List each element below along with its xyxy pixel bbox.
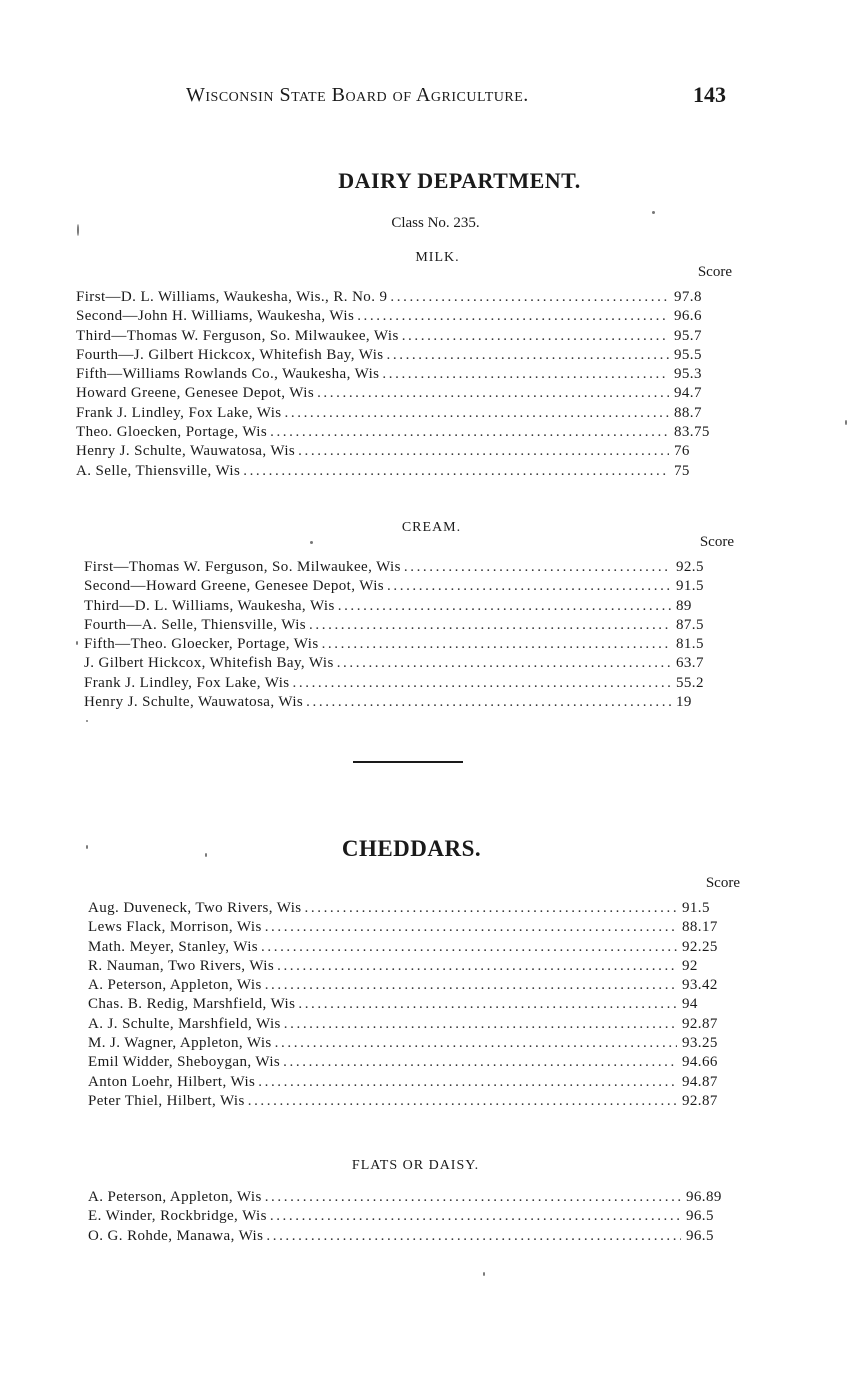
entrant-name: Peter Thiel, Hilbert, Wis [88,1092,245,1109]
list-item [88,1073,740,1092]
list-item [76,327,732,346]
list-item [76,346,732,365]
list-item [88,1227,744,1246]
entry-score: 96.5 [686,1227,714,1244]
dot-leader [298,995,677,1014]
list-item [88,976,740,995]
dot-leader [266,1227,681,1246]
paper-speck [845,420,847,425]
list-item [76,404,732,423]
entry-score: 96.5 [686,1208,714,1225]
entry-score: 55.2 [676,674,704,691]
dot-leader [357,307,669,326]
list-item [88,899,740,918]
entry-score: 92 [682,957,698,974]
dot-leader [265,918,677,937]
section-divider [353,761,463,763]
dot-leader [337,654,671,673]
dot-leader [317,384,669,403]
running-title: Wisconsin State Board of Agriculture. [186,84,529,106]
dot-leader [322,635,671,654]
dot-leader [293,674,671,693]
entrant-name: O. G. Rohde, Manawa, Wis [88,1227,264,1244]
list-item [76,365,732,384]
list-item [76,442,732,461]
dot-leader [309,616,671,635]
entrant-name: Chas. B. Redig, Marshfield, Wis [88,996,296,1013]
list-item [88,1188,744,1207]
entry-score: 95.3 [674,366,702,383]
entrant-name: Theo. Gloecken, Portage, Wis [76,424,268,441]
dot-leader [265,976,677,995]
entrant-name: A. Peterson, Appleton, Wis [88,1189,262,1205]
dot-leader [275,1034,677,1053]
list-item [84,558,734,577]
list-item [76,384,732,403]
entrant-name: Lews Flack, Morrison, Wis [88,919,262,936]
list-item [84,693,734,712]
entry-score: 96.6 [674,308,702,325]
entrant-name: Fifth—Williams Rowlands Co., Waukesha, Wis [76,366,380,383]
list-item [88,1092,740,1111]
milk-score-list [76,264,732,481]
entrant-name: Henry J. Schulte, Wauwatosa, Wis [84,694,304,711]
paper-speck [310,541,313,544]
entry-score: 92.5 [676,559,704,575]
cream-score-list [84,534,734,712]
dot-leader [265,1188,681,1207]
list-item [84,654,734,673]
entrant-name: Second—Howard Greene, Genesee Depot, Wis [84,578,385,595]
entry-score: 19 [676,694,692,711]
dot-leader [243,462,669,481]
entrant-name: Second—John H. Williams, Waukesha, Wis [76,308,355,325]
dot-leader [285,404,669,423]
list-item [88,957,740,976]
department-title: DAIRY DEPARTMENT. [338,168,581,193]
list-item [84,635,734,654]
list-item [76,423,732,442]
entrant-name: R. Nauman, Two Rivers, Wis [88,957,275,974]
milk-score-header: Score [697,264,732,280]
cream-score-header: Score [699,534,734,550]
entry-score: 92.87 [682,1015,718,1032]
paper-speck [77,224,79,236]
dot-leader [258,1073,677,1092]
entry-score: 94 [682,996,698,1013]
entry-score: 76 [674,443,690,460]
entry-score: 88.7 [674,404,702,421]
entry-score: 94.66 [682,1054,718,1071]
dot-leader [284,1015,677,1034]
paper-speck [86,720,88,722]
entry-score: 81.5 [676,636,704,653]
entry-score: 93.42 [682,977,718,994]
dot-leader [338,597,671,616]
entrant-name: Math. Meyer, Stanley, Wis [88,938,259,955]
paper-speck [205,853,207,857]
entry-score: 94.7 [674,385,702,402]
entry-score: 93.25 [682,1035,718,1052]
list-item [88,938,740,957]
entrant-name: Aug. Duveneck, Two Rivers, Wis [88,900,302,916]
dot-leader [390,288,669,307]
entrant-name: Frank J. Lindley, Fox Lake, Wis [84,674,290,691]
dot-leader [261,938,677,957]
dot-leader [402,327,669,346]
dot-leader [248,1092,677,1111]
list-item [84,597,734,616]
entrant-name: First—D. L. Williams, Waukesha, Wis., R. No. 9 [76,289,388,305]
entrant-name: Third—D. L. Williams, Waukesha, Wis [84,597,335,614]
dot-leader [298,442,669,461]
flats-or-daisy-heading: FLATS OR DAISY. [351,1158,480,1173]
entry-score: 91.5 [676,578,704,595]
list-item [88,918,740,937]
list-item [76,307,732,326]
dot-leader [283,1053,677,1072]
entry-score: 91.5 [682,900,710,916]
entry-score: 97.8 [674,289,702,305]
dot-leader [382,365,669,384]
running-head [186,84,726,112]
list-item [84,577,734,596]
dot-leader [404,558,671,577]
entry-score: 94.87 [682,1073,718,1090]
list-item [88,1207,744,1226]
entrant-name: M. J. Wagner, Appleton, Wis [88,1035,272,1052]
dot-leader [305,899,677,918]
cream-heading: CREAM. [401,520,462,535]
entrant-name: A. Selle, Thiensville, Wis [76,462,241,479]
list-item [88,1034,740,1053]
cheddars-heading: CHEDDARS. [341,836,482,861]
list-item [76,288,732,307]
entrant-name: Fifth—Theo. Gloecker, Portage, Wis [84,636,319,653]
list-item [84,616,734,635]
entry-score: 88.17 [682,919,718,936]
entry-score: 92.87 [682,1092,718,1109]
list-item [88,1053,740,1072]
entrant-name: Fourth—J. Gilbert Hickcox, Whitefish Bay, Wis [76,346,384,363]
dot-leader [387,346,669,365]
entry-score: 95.5 [674,346,702,363]
dot-leader [270,423,669,442]
paper-speck [483,1272,485,1276]
milk-heading: MILK. [415,250,460,265]
list-item [88,1015,740,1034]
dot-leader [270,1207,681,1226]
entrant-name: E. Winder, Rockbridge, Wis [88,1208,267,1225]
list-item [84,674,734,693]
entrant-name: First—Thomas W. Ferguson, So. Milwaukee, Wis [84,559,401,575]
cheddars-score-header: Score [705,875,740,891]
entrant-name: A. J. Schulte, Marshfield, Wis [88,1015,281,1032]
dot-leader [306,693,671,712]
entry-score: 95.7 [674,327,702,344]
entrant-name: Third—Thomas W. Ferguson, So. Milwaukee, Wis [76,327,399,344]
entrant-name: J. Gilbert Hickcox, Whitefish Bay, Wis [84,655,334,672]
entry-score: 92.25 [682,938,718,955]
entry-score: 63.7 [676,655,704,672]
entrant-name: Fourth—A. Selle, Thiensville, Wis [84,616,307,633]
entrant-name: Frank J. Lindley, Fox Lake, Wis [76,404,282,421]
entry-score: 89 [676,597,692,614]
entrant-name: Henry J. Schulte, Wauwatosa, Wis [76,443,296,460]
entrant-name: Anton Loehr, Hilbert, Wis [88,1073,256,1090]
entry-score: 83.75 [674,424,710,441]
paper-speck [76,641,78,645]
entrant-name: A. Peterson, Appleton, Wis [88,977,262,994]
paper-speck [652,211,655,214]
list-item [88,995,740,1014]
flats-or-daisy-score-list [88,1188,744,1246]
page-number: 143 [693,82,726,107]
class-number: Class No. 235. [391,215,480,231]
dot-leader [277,957,677,976]
entrant-name: Emil Widder, Sheboygan, Wis [88,1054,281,1071]
cheddars-score-list [88,875,740,1111]
paper-speck [86,845,88,849]
entry-score: 75 [674,462,690,479]
entrant-name: Howard Greene, Genesee Depot, Wis [76,385,315,402]
entry-score: 96.89 [686,1189,722,1205]
entry-score: 87.5 [676,616,704,633]
list-item [76,462,732,481]
dot-leader [387,577,671,596]
